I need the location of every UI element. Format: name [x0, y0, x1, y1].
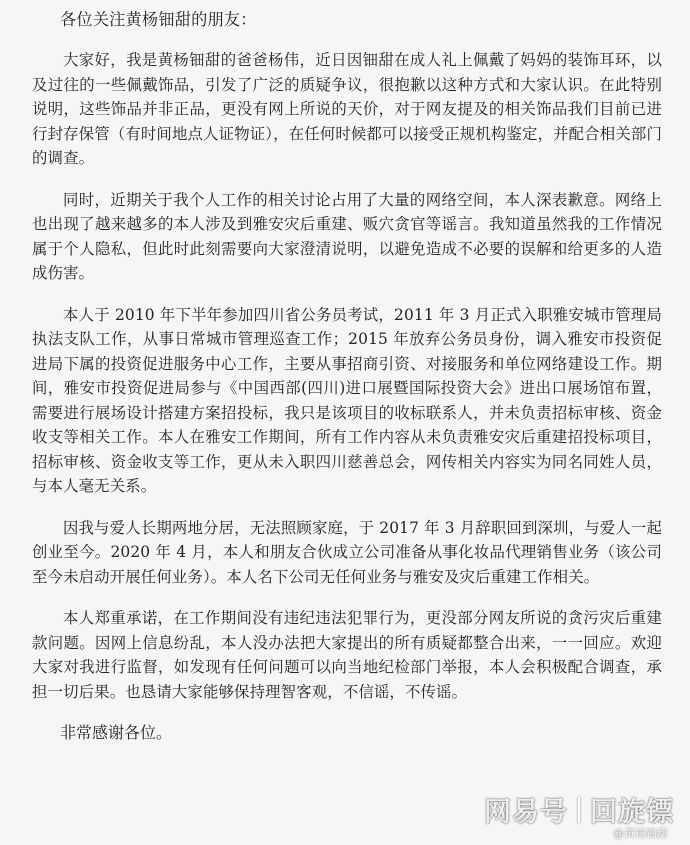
letter-paragraph-2: 同时，近期关于我个人工作的相关讨论占用了大量的网络空间，本人深表歉意。网络上也出现了越来越多的本人涉及到雅安灾后重建、贩穴贪官等谣言。我知道虽然我的工作情况属于个人隐私，但此时此刻需要向大家澄清说明，以避免造成不必要的误解和给更多的人造成伤害。	[32, 190, 662, 282]
watermark-author: 回旋镖	[590, 797, 674, 828]
watermark-separator	[578, 797, 580, 823]
letter-body	[32, 8, 662, 745]
letter-paragraph-5: 本人郑重承诺，在工作期间没有违纪违法犯罪行为，更没部分网友所说的贪污灾后重建款问题。因网上信息纷乱，本人没办法把大家提出的所有质疑都整合出来，一一回应。欢迎大家对我进行监督，如发现有任何问题可以向当地纪检部门举报，本人会积极配合调查，承担一切后果。也恳请大家能够保持理智客观，不信谣，不传谣。	[32, 609, 662, 701]
watermark-brand: 网易号	[484, 797, 568, 828]
letter-closing: 非常感谢各位。	[60, 723, 173, 742]
letter-greeting: 各位关注黄杨钿甜的朋友：	[60, 10, 257, 29]
letter-paragraph-3: 本人于 2010 年下半年参加四川省公务员考试，2011 年 3 月正式入职雅安城市管理局执法支队工作，从事日常城市管理巡查工作；2015 年放弃公务员身份，调入雅安市投资促进局下属的投资促进服务中心工作，主要从事招商引资、对接服务和单位网络建设工作。期间，雅安市投资促进局参与《中国西部(四川)进口展暨国际投资大会》进出口展场馆布置，需要进行展场设计搭建方案招投标，我只是该项目的收标联系人，并未负责招标审核、资金收支等相关工作。本人在雅安工作期间，所有工作内容从未负责雅安灾后重建招投标项目，招标审核、资金收支等工作，更从未入职四川慈善总会，网传相关内容实为同名同姓人员，与本人毫无关系。	[32, 305, 662, 495]
letter-paragraph-4: 因我与爱人长期两地分居，无法照顾家庭，于 2017 年 3 月辞职回到深圳，与爱人一起创业至今。2020 年 4 月，本人和朋友合伙成立公司准备从事化妆品代理销售业务（该公司至今未启动开展任何业务）。本人名下公司无任何业务与雅安及灾后重建工作相关。	[32, 518, 662, 586]
letter-paragraph-1: 大家好，我是黄杨钿甜的爸爸杨伟，近日因钿甜在成人礼上佩戴了妈妈的装饰耳环，以及过往的一些佩戴饰品，引发了广泛的质疑争议，很抱歉以这种方式和大家认识。在此特别说明，这些饰品并非正品，更没有网上所说的天价，对于网友提及的相关饰品我们目前已进行封存保管（有时间地点人证物证），在任何时候都可以接受正规机构鉴定，并配合相关部门的调查。	[32, 51, 662, 167]
watermark-sub: @黄杨钿甜	[613, 827, 668, 840]
watermark	[484, 790, 674, 840]
